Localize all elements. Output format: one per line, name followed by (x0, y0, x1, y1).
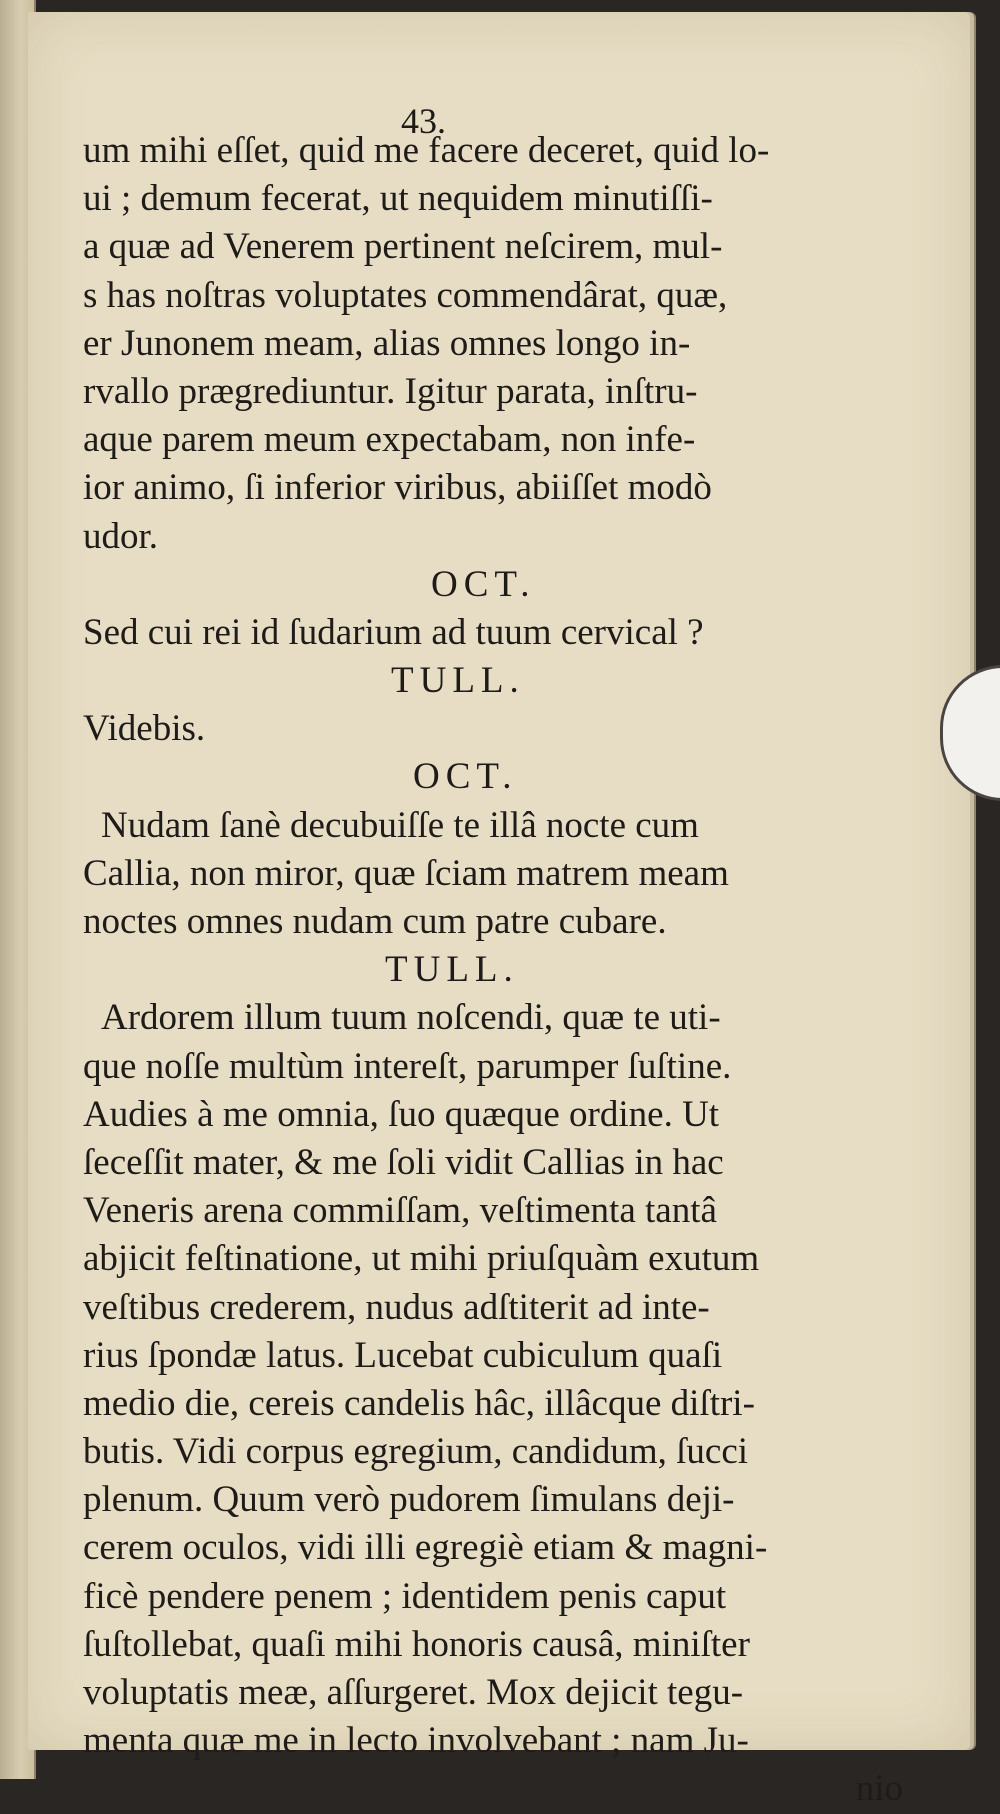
text-line: Callia, non miror, quæ ſciam matrem meam (83, 852, 729, 894)
text-line: Audies à me omnia, ſuo quæque ordine. Ut (83, 1093, 720, 1135)
text-line: um mihi eſſet, quid me facere deceret, quid lo- (83, 130, 770, 171)
text-line: noctes omnes nudam cum patre cubare. (83, 901, 667, 942)
text-line: butis. Vidi corpus egregium, candidum, ſucci (83, 1431, 749, 1473)
text-line: abjicit feſtinatione, ut mihi priuſquàm exutum (83, 1238, 760, 1280)
speaker-heading-tull: TULL. (385, 949, 519, 991)
book-page (28, 12, 970, 1810)
text-line: medio die, cereis candelis hâc, illâcque diſtri- (83, 1382, 755, 1424)
text-line: cerem oculos, vidi illi egregiè etiam & magni- (83, 1527, 768, 1569)
text-line: rius ſpondæ latus. Lucebat cubiculum quaſi (83, 1334, 723, 1376)
speaker-heading-tull: TULL. (391, 660, 525, 702)
text-block (83, 127, 943, 1814)
text-line: menta quæ me in lecto involvebant ; nam Ju- (83, 1720, 749, 1762)
text-line: ſeceſſit mater, & me ſoli vidit Callias in hac (83, 1141, 724, 1183)
speaker-heading-oct: OCT. (413, 756, 518, 798)
text-line: plenum. Quum verò pudorem ſimulans deji- (83, 1479, 735, 1521)
text-line: Ardorem illum tuum noſcendi, quæ te uti- (101, 997, 721, 1039)
text-line: Videbis. (83, 708, 206, 750)
text-line: s has noſtras voluptates commendârat, quæ, (83, 274, 728, 316)
text-line: rvallo prægrediuntur. Igitur parata, inſtru- (83, 370, 698, 412)
text-line: Veneris arena commiſſam, veſtimenta tantâ (83, 1190, 717, 1232)
text-line: aque parem meum expectabam, non infe- (83, 419, 696, 461)
text-line: ſuſtollebat, quaſi mihi honoris causâ, miniſter (83, 1623, 750, 1665)
text-line: a quæ ad Venerem pertinent neſcirem, mul- (83, 226, 723, 268)
text-line: ui ; demum fecerat, ut nequidem minutiſſi- (83, 178, 713, 220)
catchword: nio (855, 1768, 903, 1810)
text-line: ior animo, ſi inferior viribus, abiiſſet modò (83, 467, 712, 509)
text-line: Sed cui rei id ſudarium ad tuum cervical ? (83, 611, 704, 653)
text-line: Nudam ſanè decubuiſſe te illâ nocte cum (101, 804, 699, 846)
page-number: 43. (401, 101, 446, 141)
text-line: que noſſe multùm intereſt, parumper ſuſtine. (83, 1045, 732, 1087)
text-line: voluptatis meæ, aſſurgeret. Mox dejicit tegu- (83, 1672, 744, 1713)
text-line: udor. (83, 515, 159, 557)
text-line: ficè pendere penem ; identidem penis caput (83, 1575, 727, 1617)
text-line: er Junonem meam, alias omnes longo in- (83, 322, 691, 364)
text-line: veſtibus crederem, nudus adſtiterit ad inte- (83, 1286, 710, 1328)
speaker-heading-oct: OCT. (431, 563, 536, 605)
